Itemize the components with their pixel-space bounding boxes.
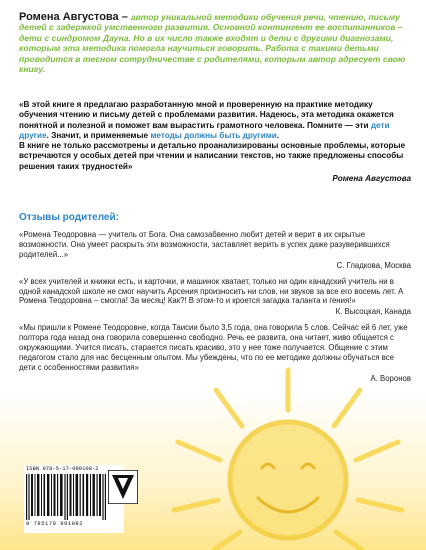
review-item xyxy=(19,230,411,271)
review-item xyxy=(19,277,411,318)
review-item xyxy=(19,323,411,383)
quote-text: . Значит, и применяемые xyxy=(46,130,151,140)
quote-highlight: методы должны быть другими xyxy=(150,130,277,140)
review-author: А. Воронов xyxy=(370,373,411,383)
barcode-bars xyxy=(26,474,106,520)
quote-text: «В этой книге я предлагаю разработанную мной и проверенную на практике методику обучения чтению и письму детей с проблемами развития. Надеюсь, эта методика окажется понятной и полезной и поможет вам вырастить грамотного человека. Помните — эти xyxy=(19,100,394,130)
isbn-number: ISBN 978-5-17-099108-2 xyxy=(26,465,99,472)
author-description: автор уникальной методики обучения речи, чтению, письму детей с задержкой умственного развития. Основной контингент ее воспитанников – дети с синдромом Дауна. Но в их число также входят и дети с другими диагнозами, которым эта методика помогла научиться говорить. Работа с такими детьми проводится в тесном сотрудничестве с родителями, которым автор адресует свою книгу. xyxy=(19,12,406,75)
publisher-logo-icon xyxy=(108,470,138,504)
barcode-number: 9 785170 991082 xyxy=(26,520,84,527)
quote-paragraph-1 xyxy=(19,100,411,141)
quote-signature: Ромена Августова xyxy=(332,174,411,184)
author-quote xyxy=(19,100,411,184)
dash: – xyxy=(118,11,131,23)
reviews-list xyxy=(19,230,411,390)
review-author: С. Гладкова, Москва xyxy=(336,260,411,270)
quote-text: . xyxy=(276,130,280,140)
reviews-title: Отзывы родителей: xyxy=(19,212,119,223)
review-text: «Ромена Теодоровна — учитель от Бога. Она самозабвенно любит детей и верит в их скрытые возможности. Она умеет раскрыть эти возможности, заставляет верить в успех даже разуверившихся родителей...» xyxy=(19,230,390,259)
review-author: К. Высоцкая, Канада xyxy=(335,307,411,317)
review-text: «У всех учителей и книжки есть, и карточки, и машинок хватает, только ни один канадский учитель ни в одной канадской школе не смог научить Арсения произносить ни слов, ни звуков за все его восемь лет. А Ромена Теодоровна – смогла! За месяц! Как?! В этом-то и кроется загадка таланта и гения!» xyxy=(19,276,404,306)
review-text: «Мы пришли к Ромене Теодоровне, когда Таисии было 3,5 года, она говорила 5 слов. Сейчас ей 6 лет, уже полтора года назад она говорила совершенно свободно. Речь ее развита, она читает, живо общается с окружающими. Учится писать, старается писать красиво, это у нее тоже получается. Общение с этим педагогом стало для нас бесценным опытом. Мы убеждены, что по ее методике должны обучаться все дети с особенностями развития» xyxy=(19,323,408,372)
author-intro xyxy=(19,12,411,74)
quote-highlight: дети другие xyxy=(19,120,390,140)
author-name: Ромена Августова xyxy=(19,11,119,23)
quote-paragraph-2: В книге не только рассмотрены и детально проанализированы основные проблемы, которые встречаются у особых детей при чтении и написании текстов, но также предложены способы решения таких трудностей» xyxy=(19,141,406,171)
